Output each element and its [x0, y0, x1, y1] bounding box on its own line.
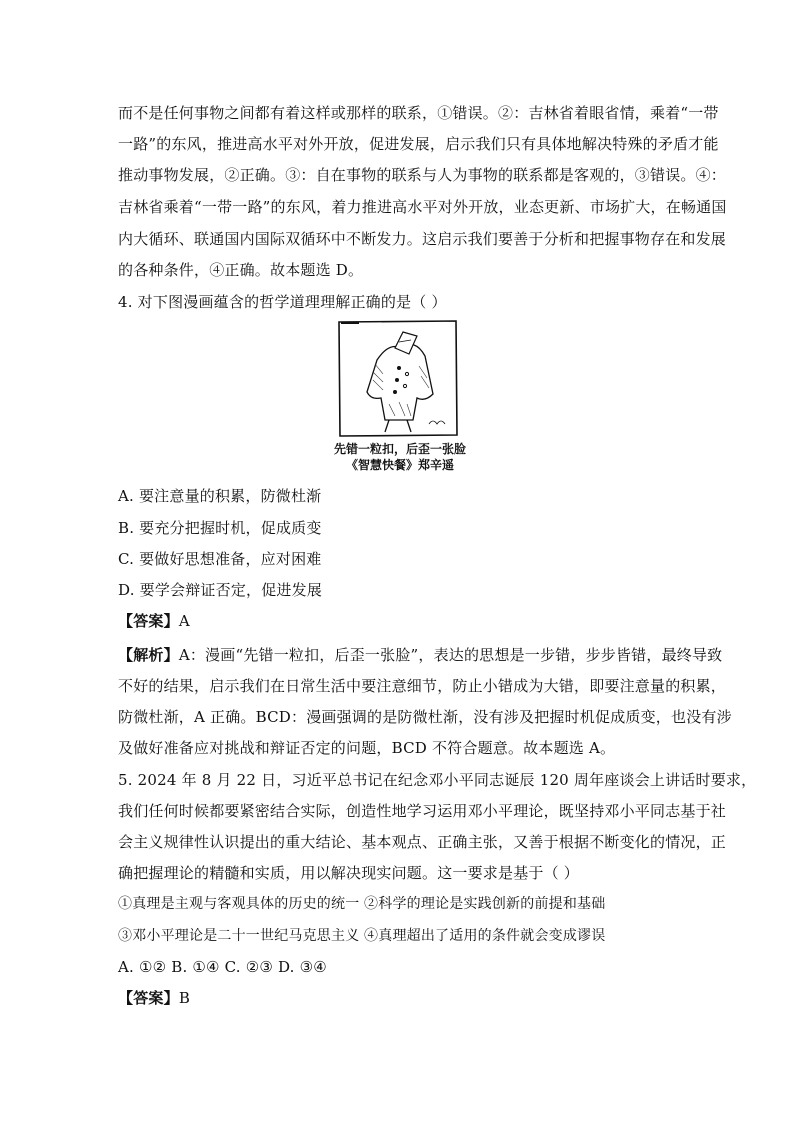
analysis-label: 【解析】	[118, 646, 179, 664]
question-5-statements-row-2: ③邓小平理论是二十一世纪马克思主义 ④真理超出了适用的条件就会变成谬误	[118, 928, 606, 944]
question-4-analysis-line-1	[118, 645, 723, 665]
question-4-stem: 4. 对下图漫画蕴含的哲学道理理解正确的是（ ）	[118, 293, 447, 311]
answer-value: B	[178, 989, 191, 1007]
explanation-line-1: 而不是任何事物之间都有着这样或那样的联系，①错误。②：吉林省着眼省情，乘着“一带	[118, 104, 719, 122]
explanation-line-2: 一路”的东风，推进高水平对外开放，促进发展，启示我们只有具体地解决特殊的矛盾才能	[118, 135, 719, 153]
question-4-answer	[118, 611, 688, 631]
question-5-answer	[118, 988, 688, 1008]
question-5-stem-line-4: 确把握理论的精髓和实质，用以解决现实问题。这一要求是基于（ ）	[118, 864, 579, 882]
question-5-stem-line-3: 会主义规律性认识提出的重大结论、基本观点、正确主张，又善于根据不断变化的情况，正	[118, 833, 727, 851]
explanation-line-6: 的各种条件，④正确。故本题选 D。	[118, 261, 364, 279]
explanation-line-4: 吉林省乘着“一带一路”的东风，着力推进高水平对外开放，业态更新、市场扩大，在畅通国	[118, 198, 727, 216]
analysis-text: A：漫画“先错一粒扣，后歪一张脸”，表达的思想是一步错，步步皆错，最终导致	[178, 646, 723, 664]
question-4-analysis-line-3: 防微杜渐，A 正确。BCD：漫画强调的是防微杜渐，没有涉及把握时机促成质变，也没有涉	[118, 708, 732, 726]
question-5-statements-row-1: ①真理是主观与客观具体的历史的统一 ②科学的理论是实践创新的前提和基础	[118, 896, 606, 912]
explanation-line-5: 内大循环、联通国内国际双循环中不断发力。这启示我们要善于分析和把握事物存在和发展	[118, 230, 727, 248]
cartoon-caption: 先错一粒扣，后歪一张脸	[333, 442, 466, 456]
question-4-analysis-line-4: 及做好准备应对挑战和辩证否定的问题，BCD 不符合题意。故本题选 A。	[118, 739, 616, 757]
question-5-stem-line-1: 5. 2024 年 8 月 22 日，习近平总书记在纪念邓小平同志诞辰 120 周年座谈会上讲话时要求，	[118, 771, 757, 789]
question-4-option-b: B. 要充分把握时机，促成质变	[118, 519, 322, 537]
question-4-analysis-line-2: 不好的结果，启示我们在日常生活中要注意细节，防止小错成为大错，即要注意量的积累，	[118, 677, 727, 695]
answer-label: 【答案】	[118, 989, 179, 1007]
answer-value: A	[178, 612, 190, 630]
question-4-option-a: A. 要注意量的积累，防微杜渐	[118, 487, 322, 505]
question-5-choices: A. ①② B. ①④ C. ②③ D. ③④	[118, 958, 327, 976]
answer-label: 【答案】	[118, 612, 179, 630]
cartoon-source: 《智慧快餐》郑辛遥	[345, 458, 454, 472]
question-4-option-d: D. 要学会辩证否定，促进发展	[118, 581, 323, 599]
explanation-line-3: 推动事物发展，②正确。③：自在事物的联系与人为事物的联系都是客观的，③错误。④：	[118, 166, 727, 184]
coat-cartoon-image	[337, 320, 459, 438]
question-4-option-c: C. 要做好思想准备，应对困难	[118, 550, 322, 568]
question-5-stem-line-2: 我们任何时候都要紧密结合实际，创造性地学习运用邓小平理论，既坚持邓小平同志基于社	[118, 802, 727, 820]
